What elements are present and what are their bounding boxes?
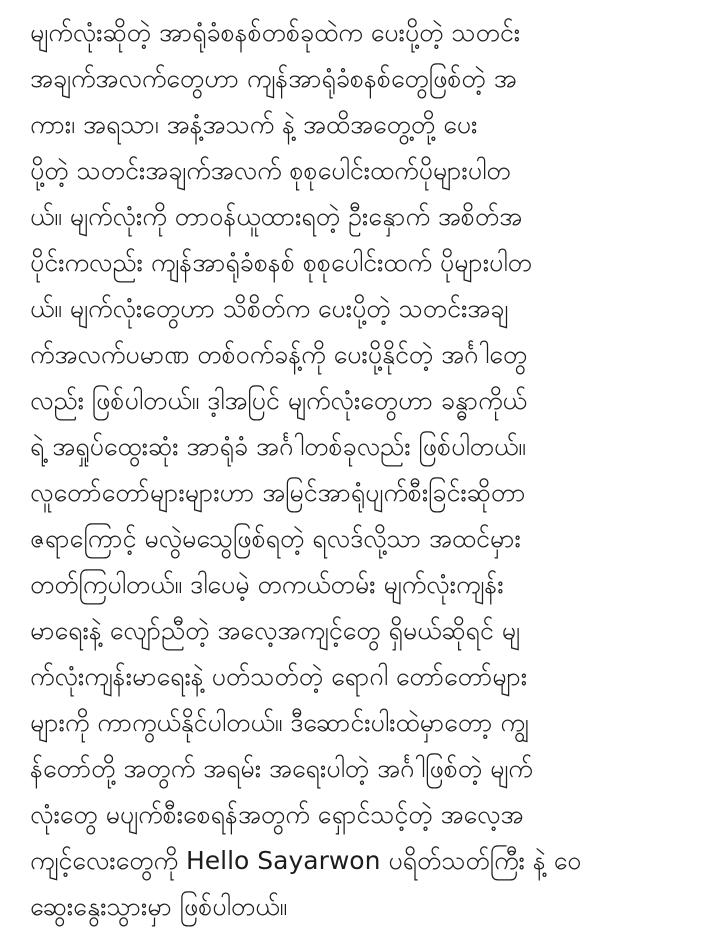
- text-line-9: လည်း ဖြစ်ပါတယ်။ ဒ့ါအပြင် မျက်လုံးတွေဟာ ခန္ဓာကိုယ်: [30, 386, 527, 415]
- text-line-18: လုံးတွေ မပျက်စီးစေရန်အတွက် ရှောင်သင့်တဲ့ အလေ့အ: [30, 800, 524, 829]
- article-body: [30, 10, 706, 930]
- text-line-10: ရဲ့ အရှုပ်ထွေးဆုံး အာရုံခံ အင်္ဂါတစ်ခုလည်း ဖြစ်ပါတယ်။: [30, 432, 526, 461]
- text-line-13: တတ်ကြပါတယ်။ ဒါပေမဲ့ တကယ်တမ်း မျက်လုံးကျန်း: [30, 570, 504, 599]
- text-line-17: န်တော်တို့ အတွက် အရမ်း အရေးပါတဲ့ အင်္ဂါဖြစ်တဲ့ မျက်: [30, 754, 533, 783]
- text-line-12: ဇရာကြောင့် မလွဲမသွေဖြစ်ရတဲ့ ရလဒ်လို့သာ အထင်မှား: [30, 524, 521, 553]
- text-line-6: ပိုင်းကလည်း ကျန်အာရုံခံစနစ် စုစုပေါင်းထက် ပိုများပါတ: [30, 248, 532, 277]
- text-line-11: လူတော်တော်များများဟာ အမြင်အာရုံပျက်စီးခြင်းဆိုတာ: [30, 478, 526, 507]
- text-line-14: မာရေးနဲ့ လျော်ညီတဲ့ အလေ့အကျင့်တွေ ရှိမယ်ဆိုရင် မျ: [30, 616, 520, 645]
- text-line-20: ဆွေးနွေးသွားမှာ ဖြစ်ပါတယ်။: [30, 892, 288, 921]
- text-line-7: ယ်။ မျက်လုံးတွေဟာ သိစိတ်က ပေးပို့တဲ့ သတင်းအချ: [30, 294, 509, 323]
- text-line-8: က်အလက်ပမာဏ တစ်ဝက်ခန့်ကို ပေးပို့နိုင်တဲ့ အင်္ဂါတွေ: [30, 340, 528, 369]
- text-line-16: များကို ကာကွယ်နိုင်ပါတယ်။ ဒီဆောင်းပါးထဲမှာတော့ ကျွ: [30, 708, 529, 737]
- text-line-19: ကျင့်လေးတွေကို Hello Sayarwon ပရိတ်သတ်ကြီး နဲ့ ဝေ: [30, 846, 582, 875]
- text-line-4: ပို့တဲ့ သတင်းအချက်အလက် စုစုပေါင်းထက်ပိုများပါတ: [30, 156, 511, 185]
- text-line-1: မျက်လုံးဆိုတဲ့ အာရုံခံစနစ်တစ်ခုထဲက ပေးပို့တဲ့ သတင်း: [30, 18, 521, 47]
- text-line-15: က်လုံးကျန်းမာရေးနဲ့ ပတ်သတ်တဲ့ ရောဂါ တော်တော်များ: [30, 662, 528, 691]
- text-line-2: အချက်အလက်တွေဟာ ကျန်အာရုံခံစနစ်တွေဖြစ်တဲ့ အ: [30, 64, 517, 93]
- text-line-5: ယ်။ မျက်လုံးကို တာဝန်ယူထားရတဲ့ ဦးနှောက် အစိတ်အ: [30, 202, 523, 231]
- text-line-3: ကား၊ အရသာ၊ အနံ့အသက် နဲ့ အထိအတွေ့တို့ ပေး: [30, 110, 478, 139]
- article-text-block: [30, 10, 706, 930]
